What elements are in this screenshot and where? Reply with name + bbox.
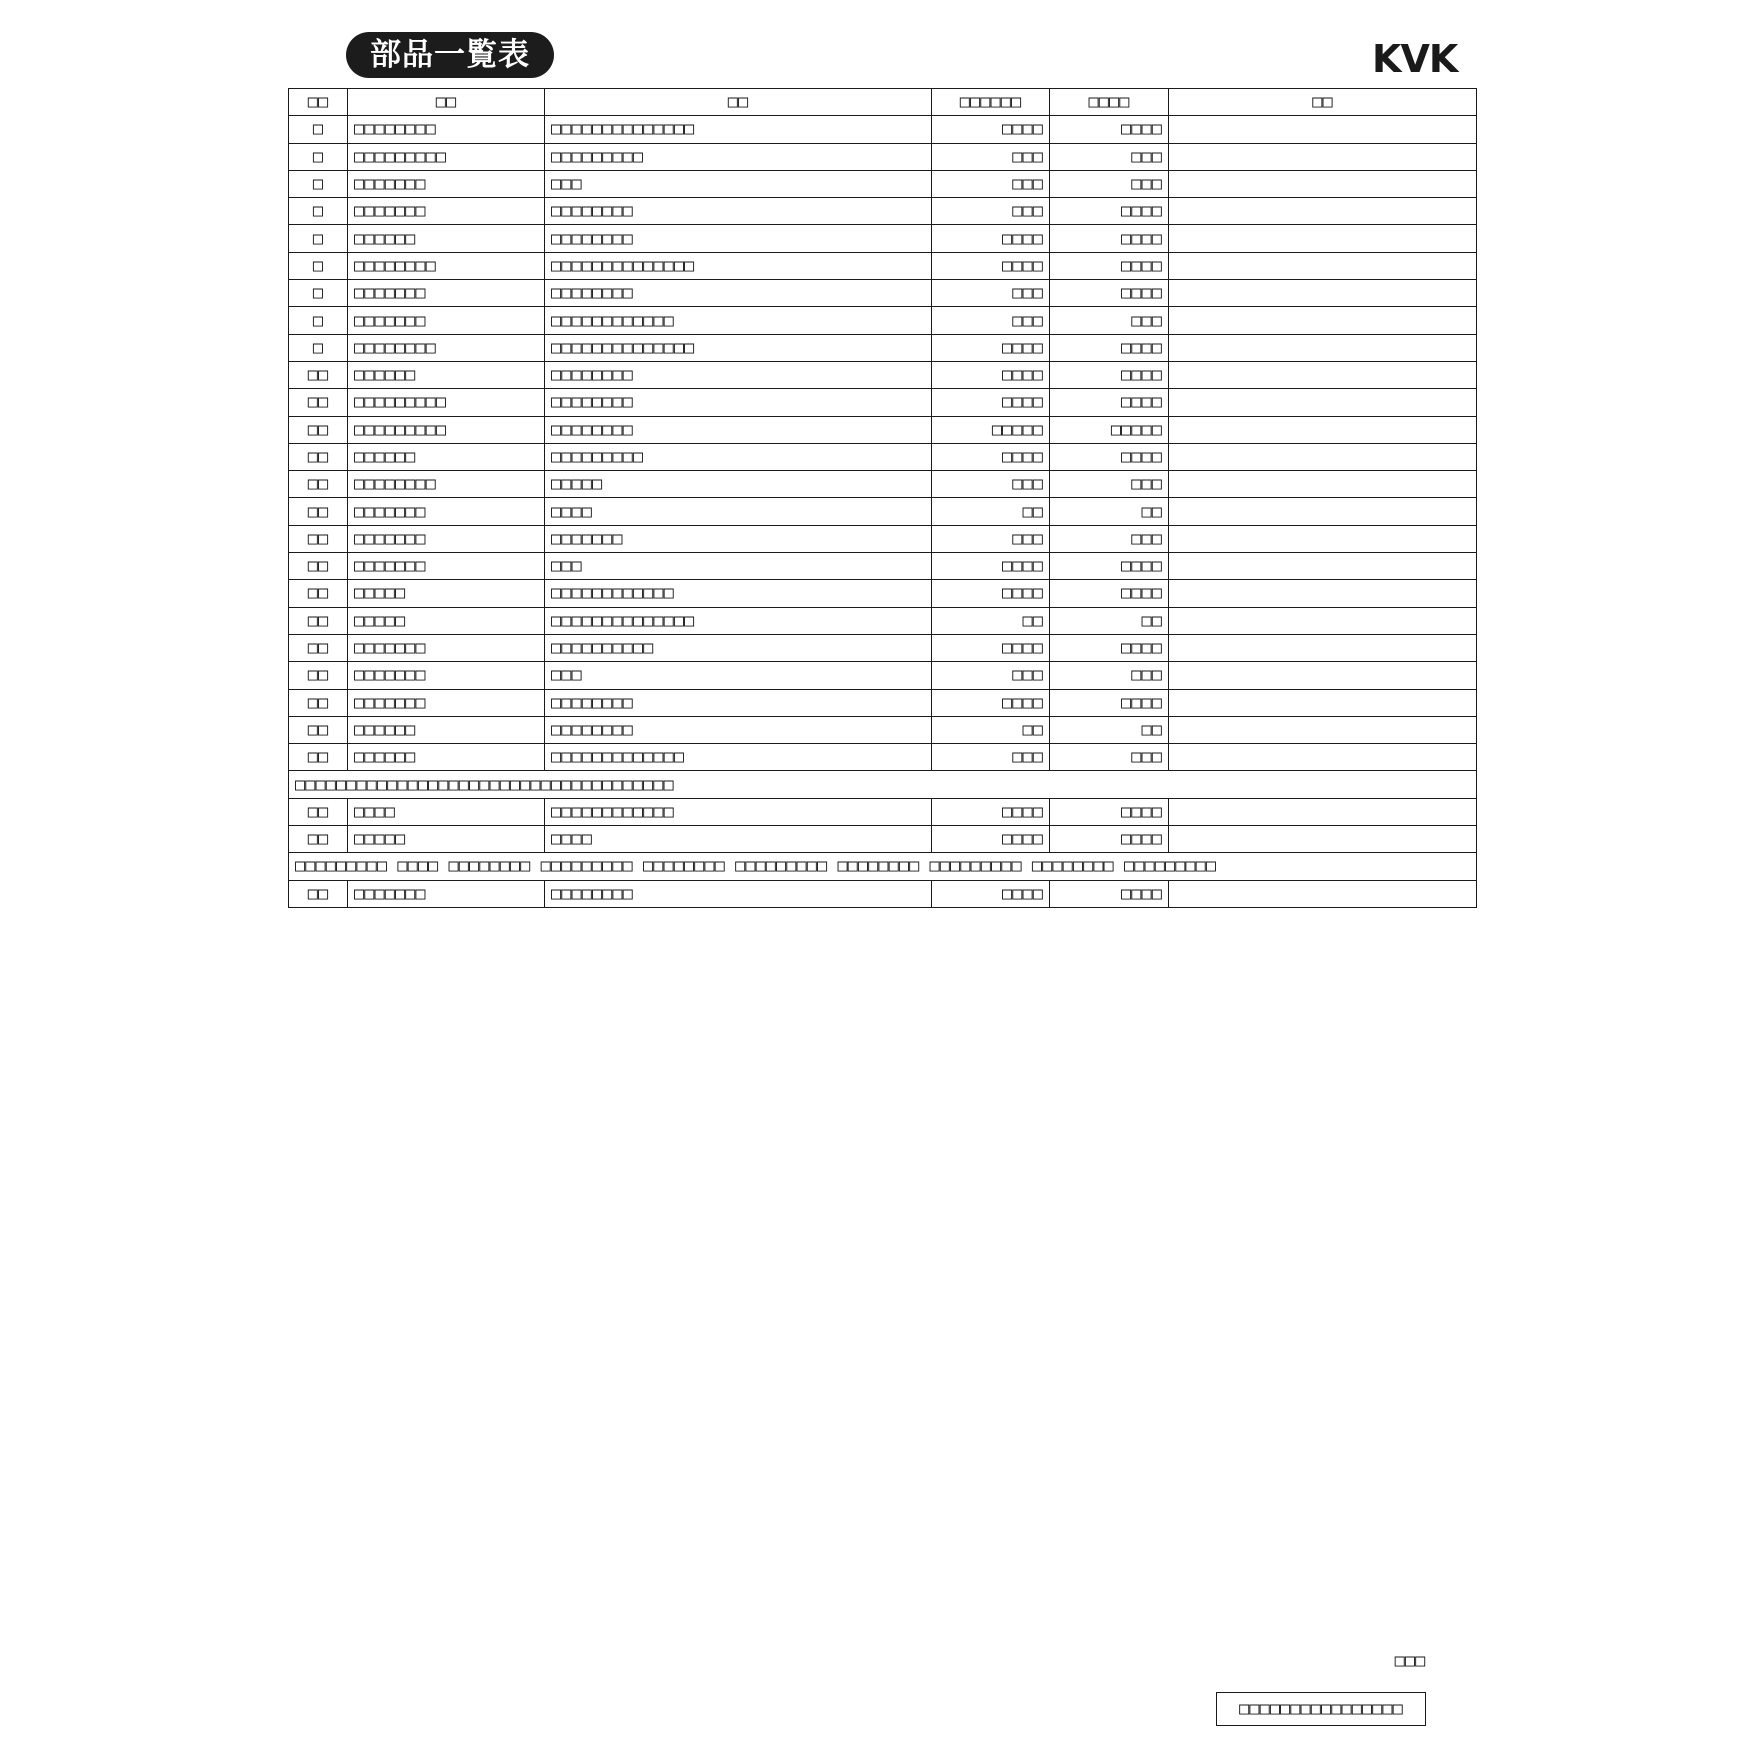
cell-price: □□□□ (932, 689, 1050, 716)
cell-note (1169, 361, 1477, 388)
cell-price: □□ (932, 498, 1050, 525)
column-header-no: □□ (289, 89, 348, 116)
cell-price: □□□ (932, 525, 1050, 552)
cell-section-note: □□□□□□□□□ □□□□ □□□□□□□□ □□□□□□□□□ □□□□□□□□ □□□□□□□□□ □□□□□□□□ □□□□□□□□□ □□□□□□□□ □□□□□□□□□ (289, 853, 1477, 880)
table-row (289, 416, 1477, 443)
cell-price: □□ (932, 716, 1050, 743)
cell-section-note: □□□□□□□□□□□□□□□□□□□□□□□□□□□□□□□□□□□□□ (289, 771, 1477, 798)
cell-price: □□□ (932, 170, 1050, 197)
cell-price: □□□□ (932, 116, 1050, 143)
cell-price: □□□□ (932, 580, 1050, 607)
table-row (289, 798, 1477, 825)
cell-code: □□□□□□□ (348, 880, 545, 907)
cell-price: □□□□ (932, 443, 1050, 470)
cell-no: □□ (289, 744, 348, 771)
cell-price: □□□ (932, 198, 1050, 225)
table-row (289, 880, 1477, 907)
cell-code: □□□□□□□ (348, 307, 545, 334)
cell-unit: □□□ (1050, 471, 1169, 498)
cell-no: □□ (289, 525, 348, 552)
cell-note (1169, 116, 1477, 143)
cell-unit: □□□□ (1050, 580, 1169, 607)
cell-no: □ (289, 116, 348, 143)
cell-note (1169, 798, 1477, 825)
table-row (289, 143, 1477, 170)
cell-note (1169, 553, 1477, 580)
cell-no: □□ (289, 389, 348, 416)
cell-name: □□□□□□□□□□□□□□ (545, 116, 932, 143)
cell-no: □□ (289, 880, 348, 907)
cell-code: □□□□□□□□ (348, 471, 545, 498)
cell-unit: □□□□□ (1050, 416, 1169, 443)
cell-code: □□□□□□□ (348, 662, 545, 689)
parts-table (288, 88, 1477, 908)
cell-note (1169, 198, 1477, 225)
cell-code: □□□□□□ (348, 744, 545, 771)
cell-no: □ (289, 334, 348, 361)
cell-price: □□□□ (932, 826, 1050, 853)
column-header-note: □□ (1169, 89, 1477, 116)
cell-unit: □□□□ (1050, 553, 1169, 580)
cell-code: □□□□□□□□ (348, 116, 545, 143)
cell-name: □□□□□□□□□□□□□□ (545, 607, 932, 634)
cell-note (1169, 744, 1477, 771)
cell-code: □□□□□□□ (348, 198, 545, 225)
column-header-unit: □□□□ (1050, 89, 1169, 116)
cell-name: □□□ (545, 553, 932, 580)
cell-code: □□□□□□□□□ (348, 389, 545, 416)
cell-name: □□□□□□□□ (545, 225, 932, 252)
table-row (289, 307, 1477, 334)
cell-no: □□ (289, 689, 348, 716)
table-row (289, 553, 1477, 580)
cell-name: □□□ (545, 662, 932, 689)
cell-no: □□ (289, 607, 348, 634)
table-row (289, 525, 1477, 552)
cell-price: □□□□□ (932, 416, 1050, 443)
page-title: 部品一覧表 (346, 32, 554, 78)
cell-unit: □□□ (1050, 143, 1169, 170)
table-row (289, 634, 1477, 661)
cell-note (1169, 252, 1477, 279)
cell-code: □□□□□□□□ (348, 334, 545, 361)
cell-code: □□□□□□□□□ (348, 416, 545, 443)
cell-unit: □□□□ (1050, 116, 1169, 143)
table-row (289, 716, 1477, 743)
cell-code: □□□□□□□ (348, 634, 545, 661)
cell-no: □□ (289, 580, 348, 607)
cell-no: □ (289, 198, 348, 225)
cell-unit: □□□□ (1050, 225, 1169, 252)
cell-price: □□□□ (932, 798, 1050, 825)
table-section-row (289, 853, 1477, 880)
cell-no: □□ (289, 553, 348, 580)
table-row (289, 471, 1477, 498)
cell-note (1169, 689, 1477, 716)
cell-price: □□□□ (932, 880, 1050, 907)
table-row (289, 170, 1477, 197)
cell-unit: □□□□ (1050, 689, 1169, 716)
cell-no: □□ (289, 361, 348, 388)
cell-note (1169, 471, 1477, 498)
cell-code: □□□□□□□ (348, 553, 545, 580)
cell-note (1169, 280, 1477, 307)
cell-no: □□ (289, 498, 348, 525)
cell-price: □□□□ (932, 225, 1050, 252)
cell-unit: □□ (1050, 716, 1169, 743)
cell-no: □□ (289, 798, 348, 825)
column-header-name: □□ (545, 89, 932, 116)
cell-code: □□□□□□ (348, 716, 545, 743)
cell-no: □□ (289, 662, 348, 689)
cell-no: □□ (289, 471, 348, 498)
document-code-box: □□□□□□□□□□□□□□□□ (1216, 1692, 1426, 1726)
table-row (289, 826, 1477, 853)
cell-price: □□□ (932, 471, 1050, 498)
cell-name: □□□□□□□□□□□□□□ (545, 334, 932, 361)
cell-code: □□□□□ (348, 580, 545, 607)
cell-no: □ (289, 170, 348, 197)
cell-price: □□□□ (932, 334, 1050, 361)
cell-note (1169, 225, 1477, 252)
cell-unit: □□□□ (1050, 198, 1169, 225)
cell-name: □□□□□□□□□□□□□ (545, 744, 932, 771)
table-row (289, 498, 1477, 525)
cell-note (1169, 880, 1477, 907)
cell-price: □□□□ (932, 634, 1050, 661)
cell-code: □□□□□□□ (348, 170, 545, 197)
cell-name: □□□□□□□□□□□□ (545, 580, 932, 607)
cell-unit: □□ (1050, 607, 1169, 634)
table-row (289, 389, 1477, 416)
cell-unit: □□□□ (1050, 389, 1169, 416)
table-row (289, 689, 1477, 716)
table-row (289, 662, 1477, 689)
table-row (289, 116, 1477, 143)
cell-unit: □□□□ (1050, 280, 1169, 307)
cell-unit: □□□ (1050, 170, 1169, 197)
cell-code: □□□□□□ (348, 361, 545, 388)
cell-note (1169, 826, 1477, 853)
cell-unit: □□□ (1050, 307, 1169, 334)
brand-logo: KVK (1372, 37, 1458, 81)
cell-no: □□ (289, 443, 348, 470)
cell-note (1169, 170, 1477, 197)
cell-code: □□□□□□□ (348, 498, 545, 525)
cell-code: □□□□□ (348, 826, 545, 853)
cell-name: □□□□□□□□ (545, 689, 932, 716)
cell-code: □□□□□ (348, 607, 545, 634)
column-header-price: □□□□□□ (932, 89, 1050, 116)
cell-price: □□ (932, 607, 1050, 634)
cell-price: □□□□ (932, 389, 1050, 416)
cell-name: □□□□□ (545, 471, 932, 498)
cell-name: □□□□□□□□ (545, 880, 932, 907)
cell-unit: □□□□ (1050, 361, 1169, 388)
cell-name: □□□□□□□□ (545, 716, 932, 743)
cell-note (1169, 580, 1477, 607)
cell-unit: □□□□ (1050, 252, 1169, 279)
cell-name: □□□□□□□□□□□□□□ (545, 252, 932, 279)
table-row (289, 361, 1477, 388)
cell-name: □□□□□□□ (545, 525, 932, 552)
cell-unit: □□□ (1050, 662, 1169, 689)
table-row (289, 280, 1477, 307)
table-row (289, 198, 1477, 225)
cell-no: □□ (289, 826, 348, 853)
cell-unit: □□□ (1050, 744, 1169, 771)
table-row (289, 580, 1477, 607)
cell-name: □□□□□□□□ (545, 361, 932, 388)
table-row (289, 252, 1477, 279)
table-section-row (289, 771, 1477, 798)
table-row (289, 443, 1477, 470)
cell-price: □□□□ (932, 553, 1050, 580)
cell-price: □□□ (932, 280, 1050, 307)
cell-code: □□□□□□ (348, 443, 545, 470)
cell-name: □□□□□□□□ (545, 198, 932, 225)
cell-note (1169, 443, 1477, 470)
cell-unit: □□□□ (1050, 334, 1169, 361)
table-header-row (289, 89, 1477, 116)
cell-code: □□□□□□□□ (348, 252, 545, 279)
cell-note (1169, 662, 1477, 689)
cell-code: □□□□ (348, 798, 545, 825)
cell-name: □□□□□□□□□□□□ (545, 798, 932, 825)
cell-note (1169, 634, 1477, 661)
cell-code: □□□□□□□ (348, 525, 545, 552)
cell-code: □□□□□□□□□ (348, 143, 545, 170)
cell-name: □□□□ (545, 826, 932, 853)
cell-note (1169, 498, 1477, 525)
cell-name: □□□□□□□□ (545, 416, 932, 443)
cell-unit: □□□□ (1050, 443, 1169, 470)
cell-name: □□□□ (545, 498, 932, 525)
cell-name: □□□□□□□□□□ (545, 634, 932, 661)
table-row (289, 744, 1477, 771)
table-row (289, 225, 1477, 252)
cell-unit: □□□□ (1050, 798, 1169, 825)
cell-no: □ (289, 307, 348, 334)
cell-note (1169, 607, 1477, 634)
cell-note (1169, 307, 1477, 334)
cell-no: □ (289, 225, 348, 252)
cell-unit: □□□□ (1050, 880, 1169, 907)
cell-name: □□□□□□□□□□□□ (545, 307, 932, 334)
cell-name: □□□ (545, 170, 932, 197)
cell-name: □□□□□□□□□ (545, 143, 932, 170)
cell-note (1169, 143, 1477, 170)
column-header-code: □□ (348, 89, 545, 116)
cell-no: □ (289, 280, 348, 307)
cell-no: □□ (289, 716, 348, 743)
cell-name: □□□□□□□□ (545, 389, 932, 416)
cell-code: □□□□□□□ (348, 689, 545, 716)
cell-unit: □□□□ (1050, 634, 1169, 661)
cell-unit: □□ (1050, 498, 1169, 525)
cell-unit: □□□□ (1050, 826, 1169, 853)
parts-table-body (289, 116, 1477, 908)
cell-note (1169, 389, 1477, 416)
cell-name: □□□□□□□□□ (545, 443, 932, 470)
cell-price: □□□ (932, 307, 1050, 334)
cell-note (1169, 416, 1477, 443)
cell-no: □ (289, 252, 348, 279)
cell-note (1169, 716, 1477, 743)
cell-price: □□□ (932, 744, 1050, 771)
cell-note (1169, 334, 1477, 361)
cell-price: □□□ (932, 662, 1050, 689)
cell-no: □□ (289, 416, 348, 443)
cell-no: □ (289, 143, 348, 170)
cell-price: □□□□ (932, 252, 1050, 279)
cell-note (1169, 525, 1477, 552)
page-number: □□□ (1394, 1651, 1426, 1671)
table-row (289, 607, 1477, 634)
cell-price: □□□□ (932, 361, 1050, 388)
table-row (289, 334, 1477, 361)
cell-no: □□ (289, 634, 348, 661)
cell-unit: □□□ (1050, 525, 1169, 552)
cell-code: □□□□□□□ (348, 280, 545, 307)
cell-price: □□□ (932, 143, 1050, 170)
cell-code: □□□□□□ (348, 225, 545, 252)
cell-name: □□□□□□□□ (545, 280, 932, 307)
